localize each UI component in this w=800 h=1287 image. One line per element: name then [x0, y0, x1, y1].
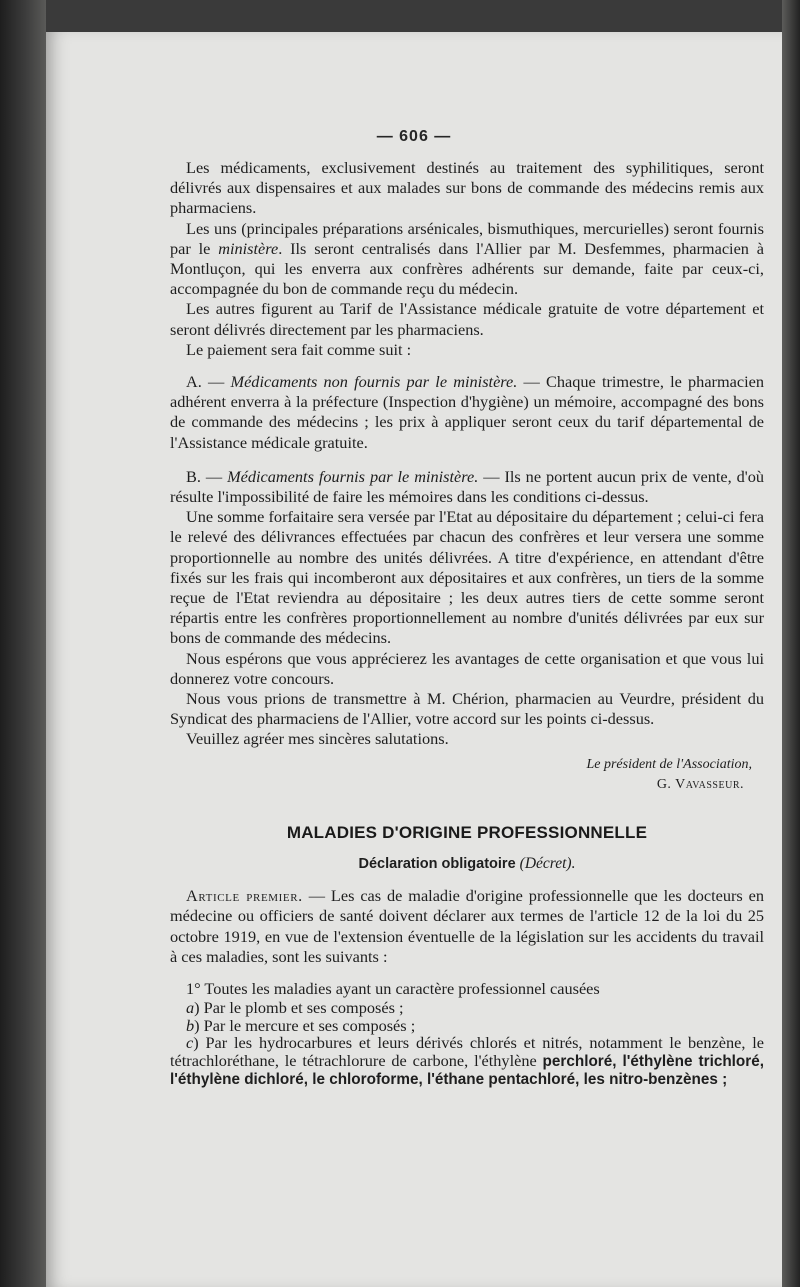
signature-block — [170, 755, 764, 795]
list-item-a — [170, 999, 764, 1017]
list-item-a-text: ) Par le plomb et ses composés ; — [194, 998, 404, 1018]
page-number: — 606 — — [376, 128, 452, 145]
list-item-b-letter: b — [186, 1015, 195, 1035]
paragraph-uns-italic: ministère — [218, 238, 279, 258]
page-body — [170, 158, 764, 1089]
signature-title: Le président de l'Association, — [586, 756, 752, 772]
paragraph-b-prefix: B. — — [186, 466, 228, 486]
paragraph-a-prefix: A. — — [186, 372, 231, 392]
section-subtitle — [170, 854, 764, 874]
paragraph: Nous vous prions de transmettre à M. Chérion, pharmacien au Veurdre, président du Syndicat des pharmaciens de l'Allier, votre accord sur les points ci-dessus. — [170, 689, 764, 729]
paragraph: Les autres figurent au Tarif de l'Assistance médicale gratuite de votre département et seront délivrés directement par les pharmaciens. — [170, 299, 764, 339]
section-subtitle-italic: (Décret). — [519, 854, 576, 872]
section-title: MALADIES D'ORIGINE PROFESSIONNELLE — [286, 822, 648, 842]
signature-name: G. Vavasseur. — [656, 776, 744, 792]
paragraph-uns-start: Les uns (principales préparations arsénicales, bismuthiques, mercurielles) seront fournis par le — [170, 218, 764, 258]
scan-edge-right — [782, 0, 800, 1287]
list-item-b — [170, 1017, 764, 1035]
paragraph: Nous espérons que vous apprécierez les avantages de cette organisation et que vous lui donnerez votre concours. — [170, 648, 764, 688]
paragraph: Le paiement sera fait comme suit : — [186, 339, 412, 359]
paragraph-a — [170, 372, 764, 453]
paragraph-b-heading: Médicaments fournis par le ministère. — [227, 466, 479, 486]
paragraph: Une somme forfaitaire sera versée par l'Etat au dépositaire du département ; celui-ci fera le relevé des délivrances effectuées par chacun des confrères et leur versera une somme proportionnelle au nombre des unités délivrées. A titre d'expérience, en attendant d'être fixés sur les frais qui incomberont aux dépositaires et aux confrères, un tiers de la somme reçue de l'Etat reviendra au dépositaire ; les deux autres tiers de cette somme seront répartis entre les confrères proportionnellement au nombre d'unités délivrées par eux sur bons de commande des médecins. — [170, 507, 764, 648]
paragraph-uns-end: . Ils seront centralisés dans l'Allier par M. Desfemmes, pharmacien à Montluçon, qui les enverra aux confrères adhérents sur demande, faite par ceux-ci, accompagnée du bon de commande reçu du médecin. — [170, 238, 764, 299]
list-item-c-letter: c — [186, 1033, 194, 1053]
article-label: Article premier. — [186, 886, 303, 906]
scan-edge-left — [0, 0, 46, 1287]
paragraph-fournis — [170, 219, 764, 300]
paragraph: Veuillez agréer mes sincères salutations. — [186, 729, 449, 749]
paragraph: Les médicaments, exclusivement destinés au traitement des syphilitiques, seront délivrés aux dispensaires et aux malades sur bons de commande des médecins remis aux pharmaciens. — [170, 158, 764, 218]
list-item-b-text: ) Par le mercure et ses composés ; — [194, 1015, 416, 1035]
paragraph-a-text: — Chaque trimestre, le pharmacien adhérent enverra à la préfecture (Inspection d'hygiène) un mémoire, accompagné des bons de commande des médecins ; les prix à appliquer seront ceux du tarif départemental de l'Assistance médicale gratuite. — [170, 372, 764, 452]
paragraph-a-heading: Médicaments non fournis par le ministère. — [230, 372, 518, 392]
list-intro: 1° Toutes les maladies ayant un caractère professionnel causées — [186, 978, 600, 998]
paragraph-b-text: — Ils ne portent aucun prix de vente, d'où résulte l'impossibilité de faire les mémoires dans les conditions ci-dessus. — [170, 466, 764, 507]
list-item-a-letter: a — [186, 998, 195, 1018]
section-subtitle-text: Déclaration obligatoire — [358, 855, 516, 872]
paragraph-b — [170, 467, 764, 507]
article-text: — Les cas de maladie d'origine professionnelle que les docteurs en médecine ou officiers de santé doivent déclarer aux termes de l'article 12 de la loi du 25 octobre 1919, en vue de l'extension éventuelle de la législation sur les accidents du travail à ces maladies, sont les suivants : — [170, 886, 764, 966]
list-item-c-text: ) Par les hydrocarbures et leurs dérivés chlorés et nitrés, notamment le benzène, le tétrachloréthane, le tétrachlorure de carbone, l'éthylène — [170, 1033, 764, 1070]
list-item-c — [170, 1034, 764, 1089]
list-item-c-bold: perchloré, l'éthylène trichloré, l'éthylène dichloré, le chloroforme, l'éthane pentachloré, les nitro-benzènes ; — [170, 1052, 764, 1089]
article-premier — [170, 886, 764, 967]
book-page — [46, 32, 782, 1287]
